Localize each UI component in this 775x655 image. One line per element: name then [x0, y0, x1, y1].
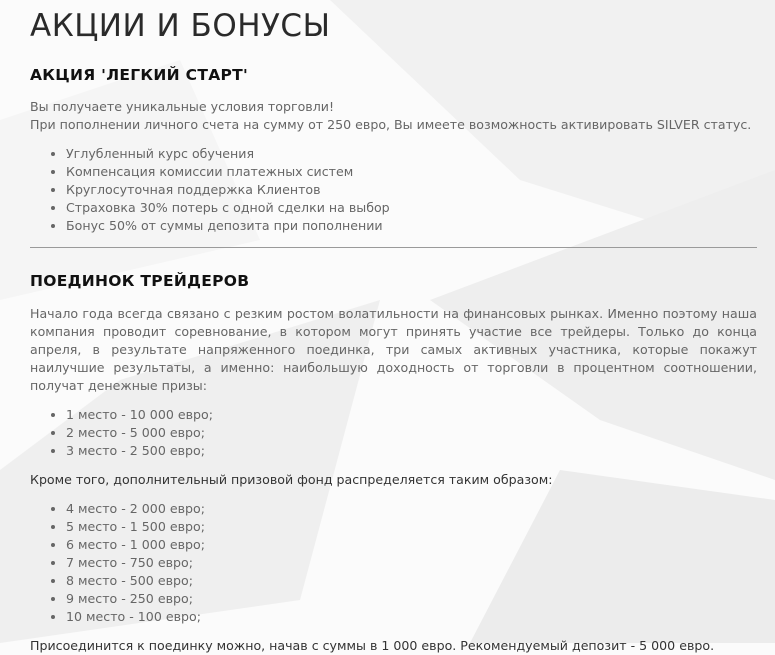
- page-title: АКЦИИ И БОНУСЫ: [30, 8, 331, 44]
- promo-title: АКЦИЯ 'ЛЕГКИЙ СТАРТ': [30, 66, 249, 84]
- section-divider: [30, 247, 757, 248]
- join-note: Присоединится к поединку можно, начав с суммы в 1 000 евро. Рекомендуемый депозит - 5 000 евро.: [30, 638, 715, 653]
- promo-intro-line1: Вы получаете уникальные условия торговли!: [30, 99, 334, 114]
- duel-title: ПОЕДИНОК ТРЕЙДЕРОВ: [30, 272, 250, 290]
- list-item: • 10 место - 100 евро;: [66, 608, 757, 626]
- promo-intro: [30, 98, 757, 134]
- list-item: • 6 место - 1 000 евро;: [66, 536, 757, 554]
- extra-prize-note: Кроме того, дополнительный призовой фонд распределяется таким образом:: [30, 472, 553, 487]
- list-item: • Страховка 30% потерь с одной сделки на выбор: [66, 199, 757, 217]
- duel-description: Начало года всегда связано с резким ростом волатильности на финансовых рынках. Именно поэтому наша компания проводит соревнование, в котором могут принять участие все трейдеры. Только до конца апреля, в результате напряженного поединка, три самых активных участника, которые покажут наилучшие результаты, а именно: наибольшую доходность от торговли в процентном соотношении, получат денежные призы:: [30, 306, 757, 393]
- list-item: • 4 место - 2 000 евро;: [66, 500, 757, 518]
- promo-intro-line2: При пополнении личного счета на сумму от 250 евро, Вы имеете возможность активировать SILVER статус.: [30, 117, 752, 132]
- list-item: • Компенсация комиссии платежных систем: [66, 163, 757, 181]
- list-item: • Углубленный курс обучения: [66, 145, 757, 163]
- promo-benefits-list: [30, 145, 757, 235]
- main-prizes-list: [30, 406, 757, 460]
- list-item: • 3 место - 2 500 евро;: [66, 442, 757, 460]
- list-item: • 7 место - 750 евро;: [66, 554, 757, 572]
- list-item: • 9 место - 250 евро;: [66, 590, 757, 608]
- list-item: • Бонус 50% от суммы депозита при пополнении: [66, 217, 757, 235]
- list-item: • 1 место - 10 000 евро;: [66, 406, 757, 424]
- extra-prizes-list: [30, 500, 757, 626]
- list-item: • 2 место - 5 000 евро;: [66, 424, 757, 442]
- list-item: • 8 место - 500 евро;: [66, 572, 757, 590]
- list-item: • 5 место - 1 500 евро;: [66, 518, 757, 536]
- list-item: • Круглосуточная поддержка Клиентов: [66, 181, 757, 199]
